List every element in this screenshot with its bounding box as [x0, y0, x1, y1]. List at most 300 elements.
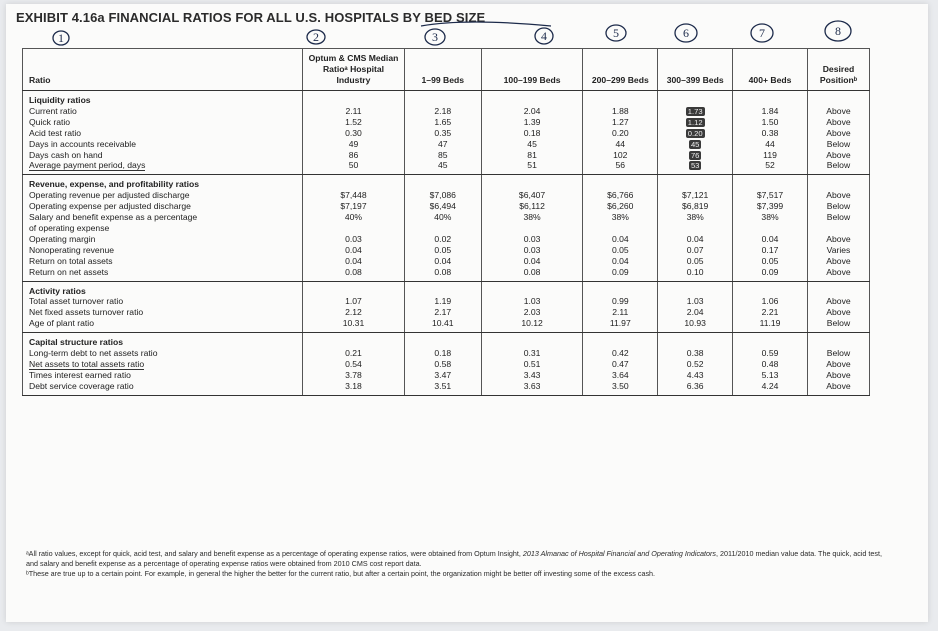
ratio-label-text: Days cash on hand — [29, 149, 103, 160]
cell-value: 47 — [438, 138, 448, 149]
table-row — [23, 190, 870, 201]
empty-cell — [807, 281, 869, 296]
desired-position-cell — [807, 139, 869, 150]
cell-value: 56 — [615, 160, 626, 171]
ratio-value-cell — [481, 223, 583, 234]
ratio-value-cell — [583, 381, 658, 395]
cell-value: 38% — [523, 212, 541, 223]
empty-cell — [481, 281, 583, 296]
ratio-value-cell — [404, 139, 481, 150]
cell-value: 0.05 — [434, 244, 452, 255]
cell-value: 38% — [761, 212, 779, 223]
ratio-value-cell — [658, 359, 733, 370]
col-header-400-plus: 400+ Beds — [733, 49, 808, 91]
section-title: Activity ratios — [23, 281, 303, 296]
cell-value: 10.31 — [342, 318, 365, 329]
footnote-a: ᵃAll ratio values, except for quick, acid test, and salary and benefit expense as a percentage of operating expense ratios, were obtained from Optum Insight, 2013 Almanac of Hospital Financial and Operating Indicators, 2011/2010 median value data. The quick, acid test, and salary and benefit expense as a percentage of operating expense ratios were obtained from 2010 CMS cost report data. — [26, 549, 882, 568]
ratio-label — [23, 256, 303, 267]
cell-value: Above — [826, 255, 851, 266]
cell-value: 0.17 — [761, 244, 779, 255]
desired-position-cell — [807, 307, 869, 318]
ratio-value-cell — [583, 190, 658, 201]
cell-value: 0.52 — [686, 358, 704, 369]
cell-value: 2.21 — [761, 307, 779, 318]
ratio-value-cell — [733, 348, 808, 359]
ratio-value-cell — [583, 160, 658, 174]
desired-position-cell — [807, 150, 869, 161]
footnote-b: ᵇThese are true up to a certain point. For example, in general the higher the better for the current ratio, but after a certain point, the organization might be better off investing some of the excess cash. — [26, 569, 656, 578]
col-header-industry: Optum & CMS Median Ratioᵃ Hospital Industry — [303, 49, 405, 91]
cell-value: 38% — [611, 212, 629, 223]
ratio-label — [23, 223, 303, 234]
cell-value: 102 — [613, 149, 628, 160]
col-header-ratio: Ratio — [23, 49, 303, 91]
cell-value: 0.04 — [761, 233, 779, 244]
col-header-300-399: 300–399 Beds — [658, 49, 733, 91]
desired-position-cell — [807, 267, 869, 281]
ratio-label-text: Times interest earned ratio — [29, 369, 131, 380]
ratio-label-text: Return on net assets — [29, 266, 109, 277]
ratio-value-cell — [481, 160, 583, 174]
cell-value: 5.13 — [761, 369, 779, 380]
ratio-value-cell — [481, 106, 583, 117]
empty-cell — [807, 175, 869, 190]
cell-value: 44 — [615, 138, 626, 149]
ratio-value-cell — [303, 212, 405, 223]
table-row — [23, 256, 870, 267]
empty-cell — [303, 91, 405, 106]
ratio-value-cell — [481, 256, 583, 267]
cell-value: 44 — [765, 138, 775, 149]
ratio-label-text: Operating expense per adjusted discharge — [29, 201, 191, 212]
cell-value: $6,112 — [519, 201, 545, 212]
cell-value: 4.24 — [761, 380, 779, 391]
ratio-value-cell — [303, 223, 405, 234]
handwritten-circle-6 — [675, 24, 697, 42]
cell-value: 52 — [765, 160, 775, 171]
cell-value: $7,197 — [340, 201, 367, 212]
table-row — [23, 106, 870, 117]
cell-value: 0.48 — [761, 358, 779, 369]
cell-value: 40% — [434, 212, 452, 223]
ratio-value-cell — [658, 212, 733, 223]
cell-value: 2.18 — [434, 105, 452, 116]
cell-value: 38% — [686, 212, 704, 223]
section-header-row — [23, 91, 870, 106]
ratio-label-text: Average payment period, days — [29, 160, 146, 171]
ratio-value-cell — [658, 234, 733, 245]
ratio-label-text: Salary and benefit expense as a percentage — [29, 212, 198, 223]
cell-value: $7,086 — [429, 190, 456, 201]
ratio-value-cell — [404, 307, 481, 318]
empty-cell — [481, 333, 583, 348]
cell-value: 0.30 — [345, 127, 362, 138]
cell-value: Above — [826, 266, 851, 277]
ratio-value-cell — [404, 150, 481, 161]
cell-value: Above — [826, 307, 851, 318]
ratio-value-cell — [583, 212, 658, 223]
ratio-label-text: Days in accounts receivable — [29, 138, 136, 149]
cell-value: $6,494 — [429, 201, 456, 212]
ratio-value-cell — [658, 201, 733, 212]
ratio-value-cell — [303, 234, 405, 245]
table-row — [23, 234, 870, 245]
ratio-value-cell — [733, 359, 808, 370]
ratio-value-cell — [658, 348, 733, 359]
empty-cell — [733, 281, 808, 296]
cell-value: 6.36 — [686, 380, 704, 391]
cell-value: $6,819 — [682, 201, 709, 212]
ratio-value-cell — [733, 106, 808, 117]
ratio-label — [23, 212, 303, 223]
section-header-row — [23, 281, 870, 296]
empty-cell — [404, 281, 481, 296]
ratio-value-cell — [658, 117, 733, 128]
ratio-value-cell — [733, 370, 808, 381]
ratio-label-text: Operating margin — [29, 233, 96, 244]
ratio-value-cell — [583, 117, 658, 128]
ratio-value-cell — [733, 150, 808, 161]
ratio-value-cell — [481, 348, 583, 359]
cell-value: 45 — [527, 138, 537, 149]
ratio-value-cell — [658, 160, 733, 174]
cell-value: Above — [826, 358, 851, 369]
cell-value: 0.04 — [345, 255, 362, 266]
ratio-value-cell — [733, 117, 808, 128]
financial-ratios-table — [22, 48, 870, 396]
cell-value: 2.04 — [686, 307, 704, 318]
ratio-value-cell — [658, 307, 733, 318]
handwritten-circle-8 — [825, 21, 851, 41]
cell-value: 2.04 — [523, 105, 541, 116]
table-row — [23, 296, 870, 307]
ratio-value-cell — [733, 128, 808, 139]
empty-cell — [658, 91, 733, 106]
cell-value: 1.12 — [687, 117, 703, 127]
ratio-value-cell — [303, 370, 405, 381]
ratio-value-cell — [404, 256, 481, 267]
cell-value: $7,121 — [682, 190, 709, 201]
cell-value: 10.12 — [521, 318, 543, 329]
cell-value: 0.08 — [434, 266, 452, 277]
empty-cell — [733, 333, 808, 348]
table-row — [23, 223, 870, 234]
table-row — [23, 245, 870, 256]
ratio-label-text: Return on total assets — [29, 255, 113, 266]
ratio-label — [23, 381, 303, 395]
cell-value: 45 — [438, 160, 448, 171]
cell-value: 0.07 — [686, 244, 704, 255]
ratio-value-cell — [481, 296, 583, 307]
cell-value: 0.03 — [345, 233, 362, 244]
cell-value: Above — [826, 369, 851, 380]
desired-position-cell — [807, 201, 869, 212]
ratio-value-cell — [658, 370, 733, 381]
empty-cell — [583, 333, 658, 348]
cell-value: Above — [826, 105, 851, 116]
cell-value: $6,407 — [518, 190, 546, 201]
ratio-value-cell — [733, 234, 808, 245]
ratio-value-cell — [733, 267, 808, 281]
ratio-value-cell — [303, 139, 405, 150]
ratio-value-cell — [303, 190, 405, 201]
ratio-label-text: Operating revenue per adjusted discharge — [29, 190, 190, 201]
ratio-value-cell — [733, 256, 808, 267]
cell-value: 3.64 — [611, 369, 629, 380]
cell-value: 0.51 — [523, 358, 541, 369]
cell-value: Varies — [826, 244, 851, 255]
table-row — [23, 348, 870, 359]
ratio-value-cell — [481, 245, 583, 256]
cell-value: 3.43 — [523, 369, 541, 380]
ratio-label-text: Nonoperating revenue — [29, 244, 115, 255]
cell-value: 0.31 — [523, 348, 541, 359]
cell-value: 3.78 — [345, 369, 362, 380]
cell-value: 11.97 — [609, 318, 631, 329]
ratio-value-cell — [658, 256, 733, 267]
cell-value: 0.42 — [611, 348, 629, 359]
ratio-value-cell — [658, 128, 733, 139]
desired-position-cell — [807, 212, 869, 223]
ratio-value-cell — [481, 201, 583, 212]
handwritten-num-2: 2 — [313, 30, 319, 44]
cell-value: 86 — [348, 149, 359, 160]
cell-value: $7,517 — [756, 190, 784, 201]
empty-cell — [807, 91, 869, 106]
cell-value: 10.41 — [432, 318, 454, 329]
desired-position-cell — [807, 381, 869, 395]
ratio-value-cell — [658, 150, 733, 161]
cell-value: Above — [826, 149, 851, 160]
empty-cell — [583, 91, 658, 106]
handwritten-circle-4 — [535, 28, 553, 44]
ratio-label — [23, 139, 303, 150]
ratio-label — [23, 307, 303, 318]
cell-value: Above — [826, 380, 851, 391]
cell-value: 0.47 — [611, 358, 629, 369]
cell-value: 0.03 — [523, 233, 541, 244]
ratio-value-cell — [404, 245, 481, 256]
table-row — [23, 117, 870, 128]
ratio-label — [23, 160, 303, 174]
ratio-value-cell — [658, 296, 733, 307]
ratio-value-cell — [481, 212, 583, 223]
cell-value: 1.65 — [434, 116, 452, 127]
desired-position-cell — [807, 160, 869, 174]
ratio-value-cell — [583, 139, 658, 150]
cell-value: 0.05 — [611, 244, 629, 255]
cell-value: 0.20 — [611, 127, 629, 138]
cell-value: 1.73 — [687, 106, 703, 116]
cell-value: 3.47 — [434, 369, 452, 380]
ratio-value-cell — [404, 296, 481, 307]
cell-value: 0.04 — [611, 233, 629, 244]
ratio-value-cell — [733, 318, 808, 332]
ratio-value-cell — [733, 212, 808, 223]
empty-cell — [404, 91, 481, 106]
ratio-value-cell — [733, 139, 808, 150]
cell-value: 1.88 — [611, 105, 629, 116]
ratio-value-cell — [404, 128, 481, 139]
ratio-value-cell — [303, 256, 405, 267]
cell-value: 2.11 — [612, 307, 629, 318]
cell-value: Below — [826, 201, 851, 212]
handwritten-num-1: 1 — [58, 31, 64, 45]
handwritten-num-5: 5 — [613, 26, 619, 40]
ratio-label-text: Quick ratio — [29, 116, 71, 127]
section-header-row — [23, 333, 870, 348]
ratio-value-cell — [658, 381, 733, 395]
desired-position-cell — [807, 318, 869, 332]
section-header-row — [23, 175, 870, 190]
ratio-value-cell — [481, 267, 583, 281]
empty-cell — [404, 333, 481, 348]
cell-value: 1.03 — [523, 296, 541, 307]
cell-value: 2.11 — [345, 105, 362, 116]
desired-position-cell — [807, 106, 869, 117]
cell-value: 1.39 — [523, 116, 541, 127]
exhibit-title: EXHIBIT 4.16a FINANCIAL RATIOS FOR ALL U.S. HOSPITALS BY BED SIZE — [16, 10, 486, 25]
handwritten-circle-5 — [606, 25, 626, 41]
ratio-value-cell — [583, 128, 658, 139]
ratio-value-cell — [303, 201, 405, 212]
empty-cell — [303, 281, 405, 296]
cell-value: Above — [826, 296, 851, 307]
empty-cell — [658, 333, 733, 348]
cell-value: 3.51 — [434, 380, 452, 391]
handwritten-num-3: 3 — [432, 30, 438, 44]
ratio-label — [23, 370, 303, 381]
ratio-value-cell — [583, 307, 658, 318]
cell-value: 1.84 — [761, 105, 779, 116]
ratio-value-cell — [404, 267, 481, 281]
table-row — [23, 128, 870, 139]
ratio-value-cell — [481, 128, 583, 139]
cell-value: 0.54 — [345, 358, 362, 369]
cell-value: Below — [826, 160, 851, 171]
ratio-value-cell — [404, 359, 481, 370]
handwritten-circle-2 — [307, 30, 325, 44]
cell-value: Above — [826, 190, 851, 201]
cell-value: $6,766 — [607, 190, 634, 201]
cell-value: Above — [826, 116, 851, 127]
cell-value: 4.43 — [686, 369, 704, 380]
desired-position-cell — [807, 223, 869, 234]
ratio-value-cell — [303, 359, 405, 370]
ratio-value-cell — [481, 139, 583, 150]
ratio-label-text: Total asset turnover ratio — [29, 296, 124, 307]
cell-value: 3.50 — [611, 380, 629, 391]
document-page — [6, 4, 928, 622]
ratio-value-cell — [733, 190, 808, 201]
cell-value: Above — [826, 127, 851, 138]
ratio-value-cell — [733, 223, 808, 234]
cell-value: Below — [826, 348, 851, 359]
table-row — [23, 139, 870, 150]
cell-value: 0.04 — [523, 255, 541, 266]
ratio-value-cell — [481, 381, 583, 395]
ratio-value-cell — [733, 381, 808, 395]
table-row — [23, 160, 870, 174]
ratio-value-cell — [481, 318, 583, 332]
desired-position-cell — [807, 348, 869, 359]
ratio-value-cell — [404, 234, 481, 245]
ratio-value-cell — [583, 106, 658, 117]
ratio-value-cell — [303, 106, 405, 117]
empty-cell — [733, 91, 808, 106]
cell-value: Below — [826, 212, 851, 223]
section-title: Revenue, expense, and profitability ratios — [23, 175, 303, 190]
ratio-value-cell — [404, 370, 481, 381]
handwritten-num-4: 4 — [541, 29, 547, 43]
ratio-value-cell — [404, 381, 481, 395]
empty-cell — [583, 175, 658, 190]
ratio-value-cell — [303, 318, 405, 332]
cell-value: 2.17 — [434, 307, 452, 318]
ratio-value-cell — [404, 201, 481, 212]
ratio-value-cell — [481, 190, 583, 201]
ratio-label — [23, 106, 303, 117]
cell-value: 0.02 — [434, 233, 452, 244]
empty-cell — [481, 91, 583, 106]
ratio-value-cell — [658, 245, 733, 256]
cell-value: $7,399 — [756, 201, 784, 212]
handwritten-circle-7 — [751, 24, 773, 42]
cell-value: 0.04 — [345, 244, 362, 255]
ratio-value-cell — [481, 359, 583, 370]
table-row — [23, 201, 870, 212]
ratio-label-text: Net assets to total assets ratio — [29, 358, 145, 369]
cell-value: 0.38 — [761, 127, 779, 138]
desired-position-cell — [807, 190, 869, 201]
cell-value: 85 — [438, 149, 448, 160]
ratio-label-text: Net fixed assets turnover ratio — [29, 307, 144, 318]
empty-cell — [733, 175, 808, 190]
cell-value: 0.04 — [686, 233, 704, 244]
ratio-value-cell — [303, 348, 405, 359]
cell-value: 81 — [527, 149, 537, 160]
table-body — [23, 91, 870, 396]
handwritten-num-8: 8 — [835, 24, 841, 38]
table-row — [23, 370, 870, 381]
empty-cell — [658, 175, 733, 190]
desired-position-cell — [807, 128, 869, 139]
desired-position-cell — [807, 117, 869, 128]
ratio-label — [23, 190, 303, 201]
cell-value: 1.50 — [761, 116, 779, 127]
cell-value: 0.05 — [686, 255, 704, 266]
ratio-value-cell — [303, 245, 405, 256]
ratio-value-cell — [303, 381, 405, 395]
ratio-value-cell — [404, 212, 481, 223]
col-header-100-199: 100–199 Beds — [481, 49, 583, 91]
desired-position-cell — [807, 256, 869, 267]
section-title: Liquidity ratios — [23, 91, 303, 106]
ratio-label — [23, 245, 303, 256]
ratio-value-cell — [303, 150, 405, 161]
desired-position-cell — [807, 245, 869, 256]
cell-value: Below — [826, 318, 851, 329]
ratio-value-cell — [583, 296, 658, 307]
cell-value: 0.05 — [761, 255, 779, 266]
ratio-value-cell — [303, 160, 405, 174]
handwritten-num-7: 7 — [759, 26, 765, 40]
cell-value: 0.09 — [611, 266, 629, 277]
col-header-200-299: 200–299 Beds — [583, 49, 658, 91]
desired-position-cell — [807, 234, 869, 245]
ratio-label-text: of operating expense — [29, 222, 110, 233]
ratio-value-cell — [481, 150, 583, 161]
